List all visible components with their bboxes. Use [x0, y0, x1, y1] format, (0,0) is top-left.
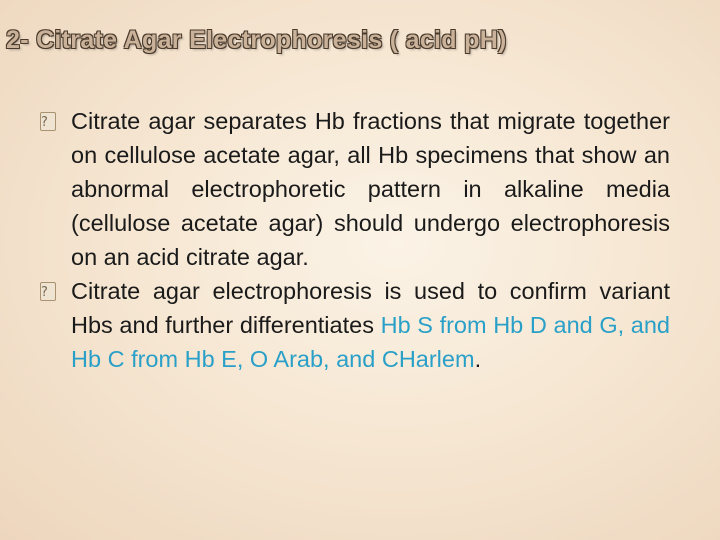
bullet-item [40, 104, 670, 274]
missing-glyph-icon: ? [40, 112, 56, 131]
bullet-item [40, 274, 670, 376]
highlighted-text: Hb S from Hb D and G, and Hb C from Hb E, O Arab, and CHarlem [71, 312, 670, 372]
bullet-text: Citrate agar electrophoresis is used to confirm variant Hbs and further differentiates [71, 278, 670, 338]
missing-glyph-icon: ? [40, 282, 56, 301]
slide-title: 2- Citrate Agar Electrophoresis ( acid pH) [6, 26, 507, 54]
bullet-list [40, 104, 670, 376]
bullet-text-end: . [474, 346, 482, 372]
bullet-text: Citrate agar separates Hb fractions that migrate together on cellulose acetate agar, all Hb specimens that show an abnormal electrophoretic pattern in alkaline media (cellulose acetate agar) should undergo electrophoresis on an acid citrate agar. [71, 108, 670, 270]
